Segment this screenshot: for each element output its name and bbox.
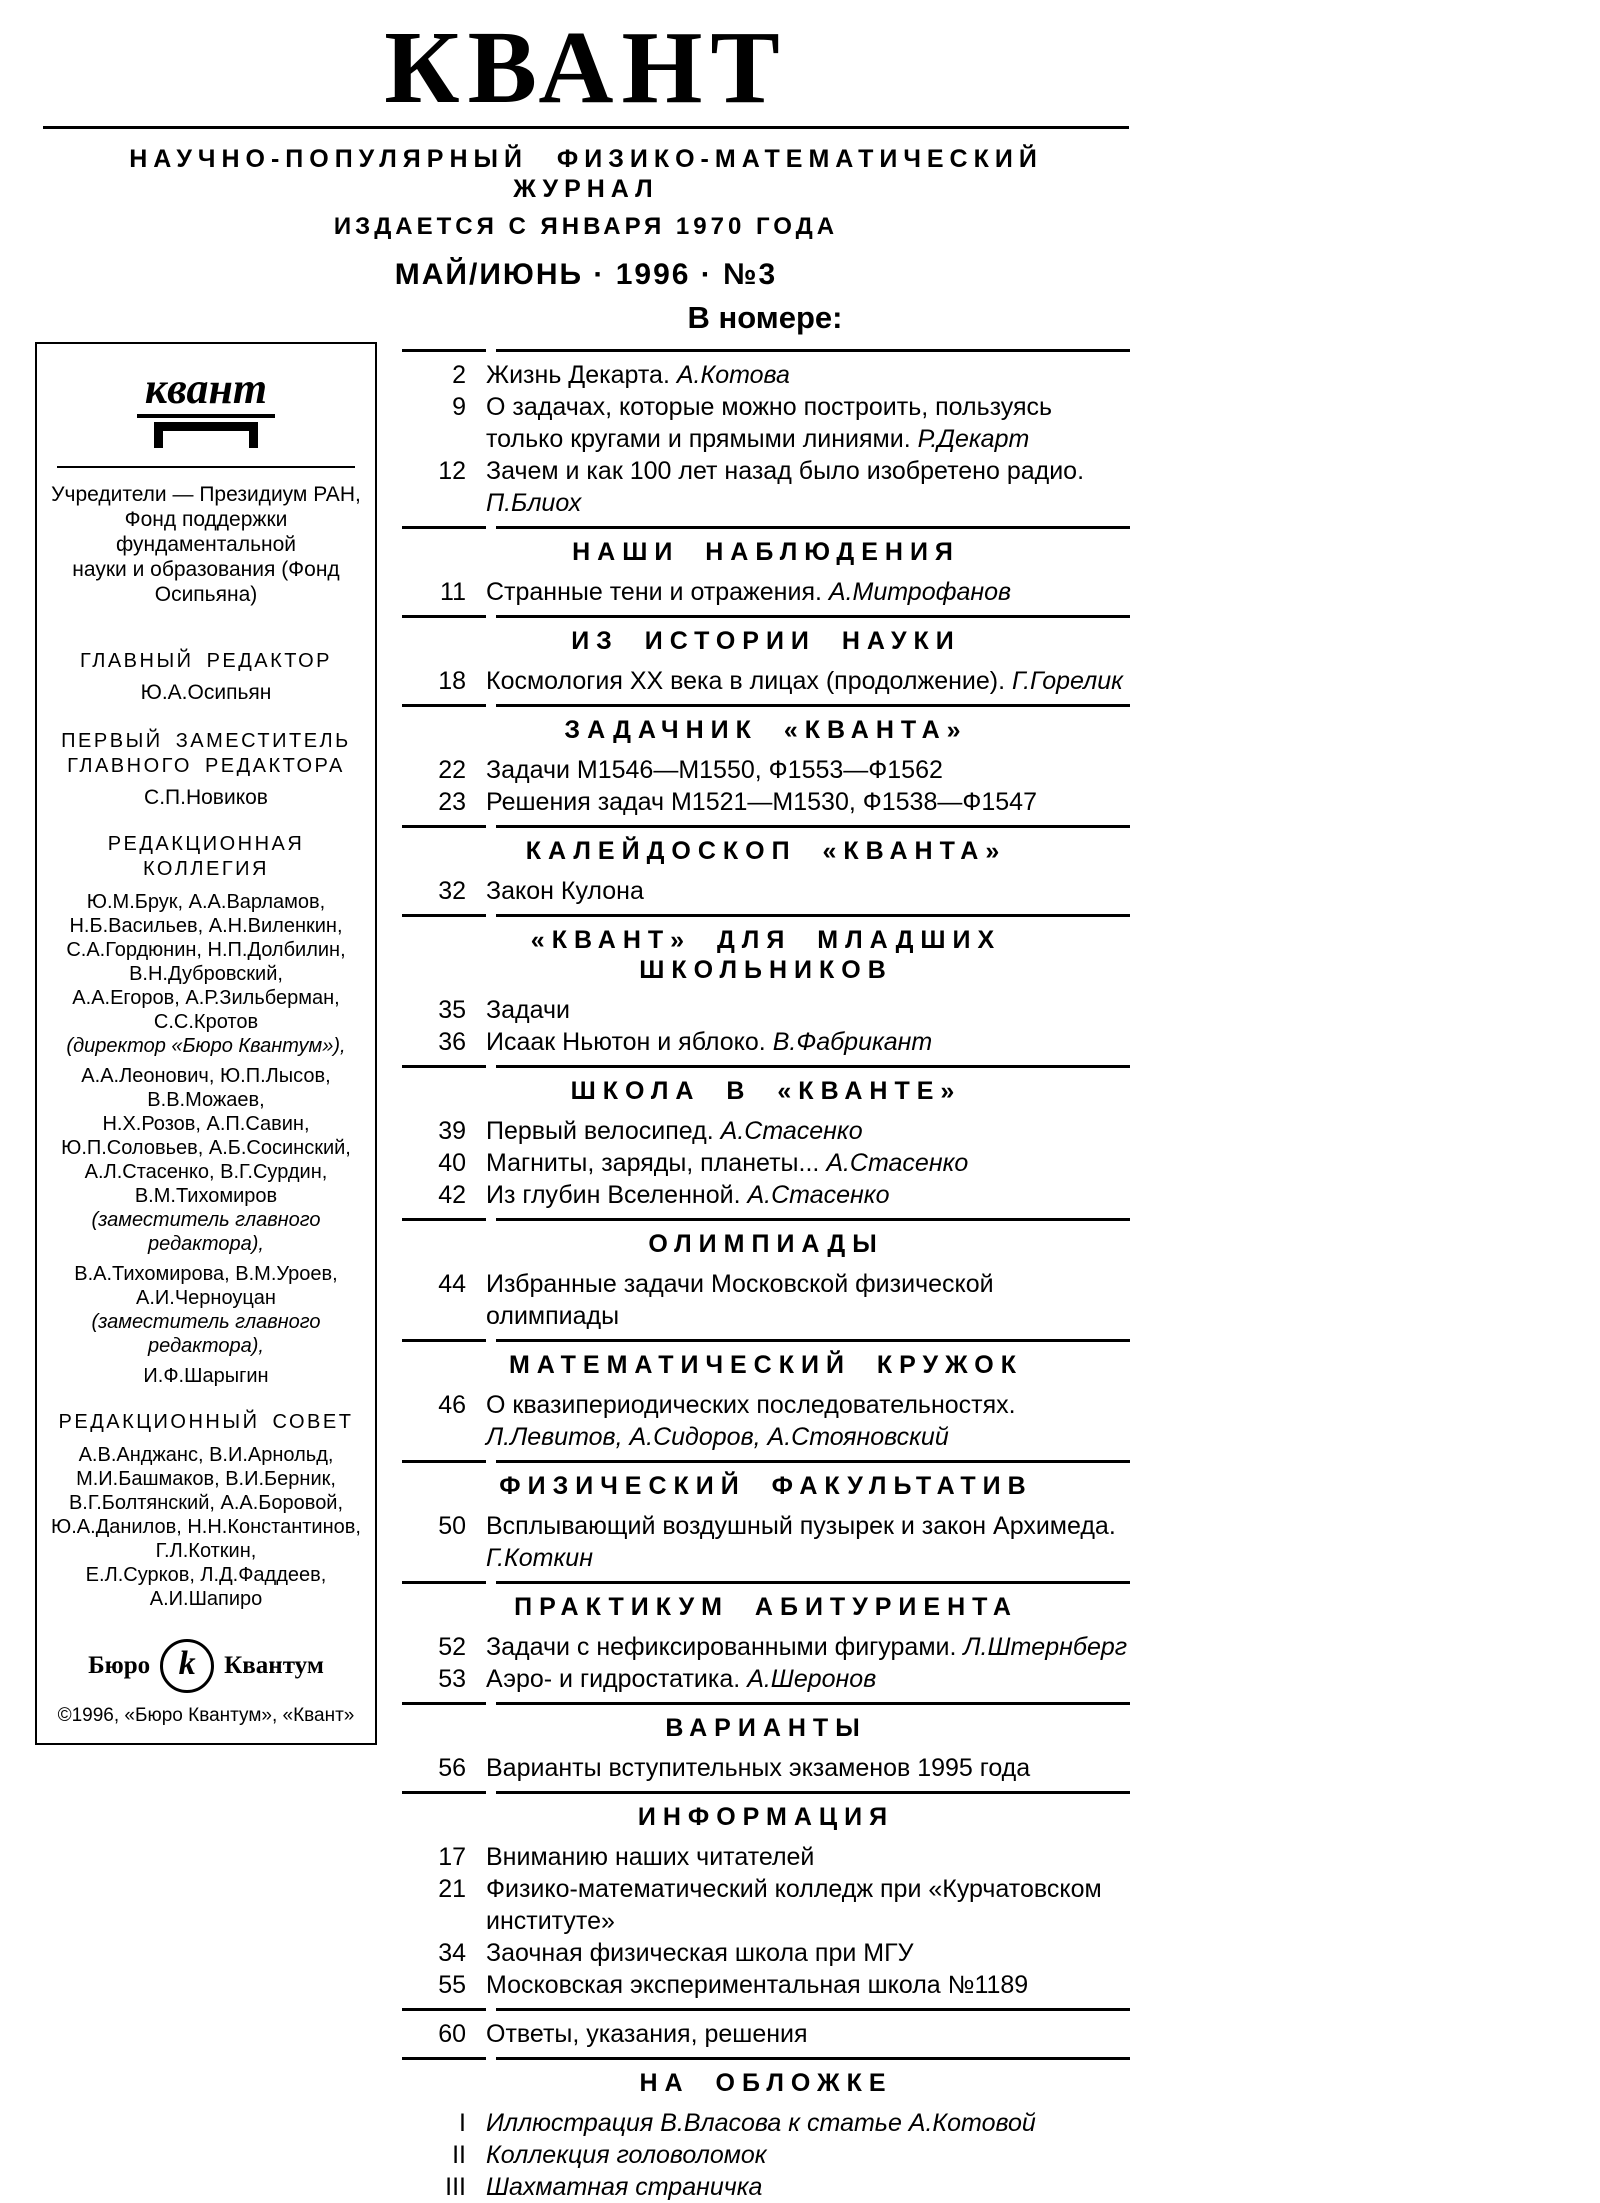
page-number: 34 xyxy=(438,1939,466,1967)
founders-line: Учредители — Президиум РАН, xyxy=(51,483,361,506)
toc-section xyxy=(402,1460,1130,1574)
divider-right-segment xyxy=(496,1581,1130,1584)
page-number: 2 xyxy=(452,361,466,389)
page-number: 44 xyxy=(438,1270,466,1298)
entry-title xyxy=(486,2171,1130,2203)
first-deputy-label: ПЕРВЫЙ ЗАМЕСТИТЕЛЬ ГЛАВНОГО РЕДАКТОРА xyxy=(61,730,351,777)
editorial-council-label: РЕДАКЦИОННЫЙ СОВЕТ xyxy=(58,1411,354,1433)
toc-entry xyxy=(402,2171,1130,2203)
council-member-line: А.В.Анджанс, В.И.Арнольд, xyxy=(78,1444,334,1466)
entry-title xyxy=(486,1969,1130,2001)
divider-right-segment xyxy=(496,1460,1130,1463)
toc-entry xyxy=(402,1752,1130,1784)
entry-author: В.Фабрикант xyxy=(772,1028,933,1056)
entry-author: А.Стасенко xyxy=(826,1149,969,1177)
toc-section xyxy=(402,615,1130,697)
section-heading: НА ОБЛОЖКЕ xyxy=(639,2069,893,2097)
divider-left-segment xyxy=(402,1581,486,1584)
board-member-line: А.И.Черноуцан xyxy=(136,1287,276,1309)
section-heading: ВАРИАНТЫ xyxy=(665,1714,867,1742)
editorial-board-list xyxy=(49,890,363,1388)
board-member-line: (директор «Бюро Квантум»), xyxy=(66,1035,346,1057)
entry-title xyxy=(486,754,1130,786)
page-number: I xyxy=(459,2109,466,2137)
entry-title-text: Заочная физическая школа при МГУ xyxy=(486,1939,914,1967)
page-number: 32 xyxy=(438,877,466,905)
toc-section xyxy=(402,1218,1130,1332)
founders-line: Фонд поддержки фундаментальной xyxy=(115,508,297,556)
divider-right-segment xyxy=(496,1339,1130,1342)
bureau-kvantum-logo xyxy=(49,1639,363,1693)
entry-title-text: Иллюстрация В.Власова к статье А.Котовой xyxy=(486,2109,1036,2137)
entry-title xyxy=(486,1179,1130,1211)
entry-title-text: Космология XX века в лицах (продолжение). xyxy=(486,667,1006,695)
toc-section xyxy=(402,1065,1130,1211)
divider-right-segment xyxy=(496,2057,1130,2060)
entry-title-text: Аэро- и гидростатика. xyxy=(486,1665,741,1693)
divider-left-segment xyxy=(402,615,486,618)
section-divider xyxy=(402,349,1130,352)
chief-editor-name: Ю.А.Осипьян xyxy=(140,681,272,704)
entry-title xyxy=(486,1389,1130,1453)
entry-author: Л.Левитов, А.Сидоров, А.Стояновский xyxy=(486,1423,949,1451)
toc-entry xyxy=(402,1873,1130,1937)
chief-editor-label: ГЛАВНЫЙ РЕДАКТОР xyxy=(79,650,333,672)
section-divider xyxy=(402,1581,1130,1584)
toc-entry xyxy=(402,576,1130,608)
toc-section xyxy=(402,1581,1130,1695)
section-divider xyxy=(402,914,1130,917)
section-divider xyxy=(402,2057,1130,2060)
editorial-sidebar xyxy=(35,342,377,1745)
divider-right-segment xyxy=(496,1218,1130,1221)
toc-entry xyxy=(402,2018,1130,2050)
toc-entry xyxy=(402,2107,1130,2139)
entry-title xyxy=(486,1663,1130,1695)
toc-entry xyxy=(402,994,1130,1026)
entry-author: Р.Декарт xyxy=(917,425,1030,453)
page-number: 56 xyxy=(438,1754,466,1782)
entry-author: А.Стасенко xyxy=(720,1117,863,1145)
page-number: 36 xyxy=(438,1028,466,1056)
toc-entry xyxy=(402,1026,1130,1058)
entry-title xyxy=(486,2018,1130,2050)
kvant-logo-text: квант xyxy=(137,366,275,418)
issue-date-line: МАЙ/ИЮНЬ · 1996 · №3 xyxy=(394,258,778,291)
toc-section xyxy=(402,1702,1130,1784)
entry-title xyxy=(486,1841,1130,1873)
kvant-logo-icon xyxy=(106,366,306,454)
toc-entry xyxy=(402,1179,1130,1211)
divider-right-segment xyxy=(496,1065,1130,1068)
section-heading: МАТЕМАТИЧЕСКИЙ КРУЖОК xyxy=(508,1351,1024,1379)
section-heading: ШКОЛА В «КВАНТЕ» xyxy=(570,1077,962,1105)
council-member-line: Ю.А.Данилов, Н.Н.Константинов, xyxy=(51,1516,361,1538)
table-of-contents xyxy=(402,342,1130,2203)
entry-title-text: Исаак Ньютон и яблоко. xyxy=(486,1028,766,1056)
journal-subtitle: НАУЧНО-ПОПУЛЯРНЫЙ ФИЗИКО-МАТЕМАТИЧЕСКИЙ ЖУРНАЛ xyxy=(129,145,1043,203)
entry-title xyxy=(486,455,1130,519)
toc-entry xyxy=(402,1937,1130,1969)
toc-entry xyxy=(402,1147,1130,1179)
entry-title-text: Закон Кулона xyxy=(486,877,644,905)
toc-entry xyxy=(402,1268,1130,1332)
page-number: 23 xyxy=(438,788,466,816)
editorial-council-list xyxy=(49,1443,363,1611)
entry-title xyxy=(486,391,1130,455)
entry-author: Г.Коткин xyxy=(486,1544,593,1572)
page-number: 53 xyxy=(438,1665,466,1693)
board-member-line: А.А.Леонович, Ю.П.Лысов, xyxy=(81,1065,331,1087)
entry-author: Л.Штернберг xyxy=(963,1633,1128,1661)
divider-left-segment xyxy=(402,704,486,707)
section-divider xyxy=(402,1339,1130,1342)
entry-title-text: Решения задач М1521—М1530, Ф1538—Ф1547 xyxy=(486,788,1037,816)
section-divider xyxy=(402,1218,1130,1221)
toc-entry xyxy=(402,1631,1130,1663)
entry-title-text: Задачи xyxy=(486,996,570,1024)
page-number: 35 xyxy=(438,996,466,1024)
board-member-line: В.А.Тихомирова, В.М.Уроев, xyxy=(74,1263,338,1285)
entry-author: А.Шеронов xyxy=(747,1665,877,1693)
board-member-line: В.В.Можаев, xyxy=(147,1089,265,1111)
divider-left-segment xyxy=(402,1218,486,1221)
editorial-board-label: РЕДАКЦИОННАЯ КОЛЛЕГИЯ xyxy=(107,833,305,880)
council-member-line: В.Г.Болтянский, А.А.Боровой, xyxy=(68,1492,344,1514)
board-member-line: С.А.Гордюнин, Н.П.Долбилин, xyxy=(66,939,346,961)
toc-entry xyxy=(402,1510,1130,1574)
section-divider xyxy=(402,1791,1130,1794)
entry-title-text: Коллекция головоломок xyxy=(486,2141,767,2169)
toc-section xyxy=(402,825,1130,907)
page-number: 40 xyxy=(438,1149,466,1177)
divider-right-segment xyxy=(496,1702,1130,1705)
page-number: 39 xyxy=(438,1117,466,1145)
section-heading: ОЛИМПИАДЫ xyxy=(648,1230,884,1258)
page-number: 17 xyxy=(438,1843,466,1871)
toc-entry xyxy=(402,1841,1130,1873)
section-heading: ИНФОРМАЦИЯ xyxy=(637,1803,895,1831)
magazine-title: КВАНТ xyxy=(384,10,788,125)
entry-author: А.Стасенко xyxy=(747,1181,890,1209)
entry-author: Г.Горелик xyxy=(1012,667,1123,695)
section-heading: КАЛЕЙДОСКОП «КВАНТА» xyxy=(525,837,1007,865)
divider-left-segment xyxy=(402,526,486,529)
entry-title xyxy=(486,1026,1130,1058)
divider-right-segment xyxy=(496,914,1130,917)
toc-section xyxy=(402,526,1130,608)
board-member-line: Ю.М.Брук, А.А.Варламов, xyxy=(86,891,326,913)
entry-title xyxy=(486,2139,1130,2171)
section-heading: ПРАКТИКУМ АБИТУРИЕНТА xyxy=(514,1593,1018,1621)
entry-title xyxy=(486,665,1130,697)
board-member-line: А.Л.Стасенко, В.Г.Сурдин, xyxy=(84,1161,328,1183)
entry-title-text: Физико-математический колледж при «Курчатовском институте» xyxy=(486,1875,1102,1935)
page-number: 11 xyxy=(440,578,466,606)
entry-title-text: Всплывающий воздушный пузырек и закон Архимеда. xyxy=(486,1512,1116,1540)
entry-author: П.Блиох xyxy=(486,489,582,517)
toc-entry xyxy=(402,1663,1130,1695)
divider-right-segment xyxy=(496,2008,1130,2011)
page-number: 42 xyxy=(438,1181,466,1209)
first-deputy-name: С.П.Новиков xyxy=(144,786,268,809)
board-member-line: И.Ф.Шарыгин xyxy=(143,1365,269,1387)
board-member-line: Н.Б.Васильев, А.Н.Виленкин, xyxy=(69,915,343,937)
divider-left-segment xyxy=(402,1065,486,1068)
toc-entry xyxy=(402,2139,1130,2171)
section-divider xyxy=(402,704,1130,707)
entry-title-text: Варианты вступительных экзаменов 1995 года xyxy=(486,1754,1031,1782)
toc-entry xyxy=(402,665,1130,697)
page-number: II xyxy=(452,2141,466,2169)
section-divider xyxy=(402,2008,1130,2011)
toc-entry xyxy=(402,359,1130,391)
masthead-rule xyxy=(43,126,1129,129)
copyright-line: ©1996, «Бюро Квантум», «Квант» xyxy=(57,1705,355,1726)
toc-entry xyxy=(402,786,1130,818)
divider-left-segment xyxy=(402,825,486,828)
council-member-line: А.И.Шапиро xyxy=(149,1588,263,1610)
toc-section xyxy=(402,2057,1130,2203)
entry-title-text: О квазипериодических последовательностях. xyxy=(486,1391,1016,1419)
toc-section xyxy=(402,1791,1130,2001)
toc-section xyxy=(402,1339,1130,1453)
divider-right-segment xyxy=(496,825,1130,828)
entry-title-text: Зачем и как 100 лет назад было изобретено радио. xyxy=(486,457,1085,485)
divider-left-segment xyxy=(402,1791,486,1794)
page-number: 55 xyxy=(438,1971,466,1999)
section-heading: ЗАДАЧНИК «КВАНТА» xyxy=(564,716,968,744)
board-member-line: (заместитель главного редактора), xyxy=(91,1311,321,1357)
page-number: 22 xyxy=(438,756,466,784)
entry-title xyxy=(486,2107,1130,2139)
entry-title xyxy=(486,1873,1130,1937)
content-columns xyxy=(35,342,1600,2203)
page-number: 50 xyxy=(438,1512,466,1540)
section-divider xyxy=(402,825,1130,828)
published-since-line: ИЗДАЕТСЯ С ЯНВАРЯ 1970 ГОДА xyxy=(333,213,839,240)
entry-title-text: Жизнь Декарта. xyxy=(486,361,670,389)
toc-section xyxy=(402,349,1130,519)
entry-title-text: Первый велосипед. xyxy=(486,1117,714,1145)
board-member-line: А.А.Егоров, А.Р.Зильберман, xyxy=(72,987,340,1009)
board-member-line: Н.Х.Розов, А.П.Савин, xyxy=(102,1113,310,1135)
entry-author: А.Котова xyxy=(676,361,790,389)
council-member-line: М.И.Башмаков, В.И.Берник, xyxy=(76,1468,336,1490)
entry-title xyxy=(486,1147,1130,1179)
toc-entry xyxy=(402,754,1130,786)
page-number: 60 xyxy=(438,2020,466,2048)
entry-title xyxy=(486,1268,1130,1332)
board-member-line: В.М.Тихомиров xyxy=(134,1185,278,1207)
entry-title-text: Из глубин Вселенной. xyxy=(486,1181,741,1209)
bureau-label-left: Бюро xyxy=(88,1652,151,1679)
divider-left-segment xyxy=(402,349,486,352)
entry-title xyxy=(486,875,1130,907)
toc-entry xyxy=(402,1115,1130,1147)
entry-title-text: Вниманию наших читателей xyxy=(486,1843,815,1871)
entry-author: А.Митрофанов xyxy=(828,578,1012,606)
toc-entry xyxy=(402,1389,1130,1453)
section-heading: «КВАНТ» ДЛЯ МЛАДШИХ ШКОЛЬНИКОВ xyxy=(530,926,1002,984)
bureau-label-right: Квантум xyxy=(224,1652,324,1679)
kvant-logo-shape xyxy=(154,422,258,448)
council-member-line: Г.Л.Коткин, xyxy=(155,1540,257,1562)
toc-entry xyxy=(402,875,1130,907)
divider-left-segment xyxy=(402,2008,486,2011)
entry-title-text: О задачах, которые можно построить, пользуясь только кругами и прямыми линиями. xyxy=(486,393,1053,453)
divider-left-segment xyxy=(402,1702,486,1705)
entry-title-text: Московская экспериментальная школа №1189 xyxy=(486,1971,1029,1999)
entry-title xyxy=(486,1937,1130,1969)
toc-section xyxy=(402,914,1130,1058)
toc-section xyxy=(402,704,1130,818)
entry-title-text: Ответы, указания, решения xyxy=(486,2020,808,2048)
page-number: 9 xyxy=(452,393,466,421)
bureau-logo-circle-icon: k xyxy=(160,1639,214,1693)
toc-section xyxy=(402,2008,1130,2050)
divider-left-segment xyxy=(402,914,486,917)
divider-right-segment xyxy=(496,704,1130,707)
section-divider xyxy=(402,1460,1130,1463)
divider-left-segment xyxy=(402,1460,486,1463)
divider-left-segment xyxy=(402,1339,486,1342)
entry-title xyxy=(486,359,1130,391)
section-heading: ИЗ ИСТОРИИ НАУКИ xyxy=(571,627,961,655)
section-heading: НАШИ НАБЛЮДЕНИЯ xyxy=(572,538,960,566)
entry-title-text: Магниты, заряды, планеты... xyxy=(486,1149,820,1177)
page-number: III xyxy=(445,2173,466,2201)
page-number: 52 xyxy=(438,1633,466,1661)
entry-title xyxy=(486,1631,1130,1663)
toc-entry xyxy=(402,455,1130,519)
divider-right-segment xyxy=(496,526,1130,529)
entry-title xyxy=(486,994,1130,1026)
entry-title-text: Шахматная страничка xyxy=(486,2173,763,2201)
board-member-line: С.С.Кротов xyxy=(153,1011,259,1033)
divider-right-segment xyxy=(496,1791,1130,1794)
entry-title xyxy=(486,1752,1130,1784)
toc-entry xyxy=(402,1969,1130,2001)
founders-text xyxy=(49,482,363,607)
entry-title-text: Странные тени и отражения. xyxy=(486,578,822,606)
board-member-line: Ю.П.Соловьев, А.Б.Сосинский, xyxy=(61,1137,351,1159)
page-number: 18 xyxy=(438,667,466,695)
entry-title-text: Избранные задачи Московской физической олимпиады xyxy=(486,1270,994,1330)
divider-right-segment xyxy=(496,349,1130,352)
page-number: 12 xyxy=(438,457,466,485)
board-member-line: В.Н.Дубровский, xyxy=(129,963,283,985)
section-heading: ФИЗИЧЕСКИЙ ФАКУЛЬТАТИВ xyxy=(499,1472,1033,1500)
entry-title-text: Задачи с нефиксированными фигурами. xyxy=(486,1633,957,1661)
council-member-line: Е.Л.Сурков, Л.Д.Фаддеев, xyxy=(85,1564,327,1586)
section-divider xyxy=(402,615,1130,618)
founders-line: науки и образования (Фонд Осипьяна) xyxy=(72,558,340,606)
entry-title-text: Задачи М1546—М1550, Ф1553—Ф1562 xyxy=(486,756,943,784)
toc-entry xyxy=(402,391,1130,455)
masthead xyxy=(43,10,1129,292)
section-divider xyxy=(402,1065,1130,1068)
entry-title xyxy=(486,1115,1130,1147)
divider-right-segment xyxy=(496,615,1130,618)
board-member-line: (заместитель главного редактора), xyxy=(91,1209,321,1255)
section-divider xyxy=(402,1702,1130,1705)
page-number: 46 xyxy=(438,1391,466,1419)
entry-title xyxy=(486,1510,1130,1574)
divider-left-segment xyxy=(402,2057,486,2060)
in-issue-label: В номере: xyxy=(687,300,843,335)
page-number: 21 xyxy=(438,1875,466,1903)
entry-title xyxy=(486,576,1130,608)
entry-title xyxy=(486,786,1130,818)
section-divider xyxy=(402,526,1130,529)
sidebar-divider xyxy=(57,466,355,468)
